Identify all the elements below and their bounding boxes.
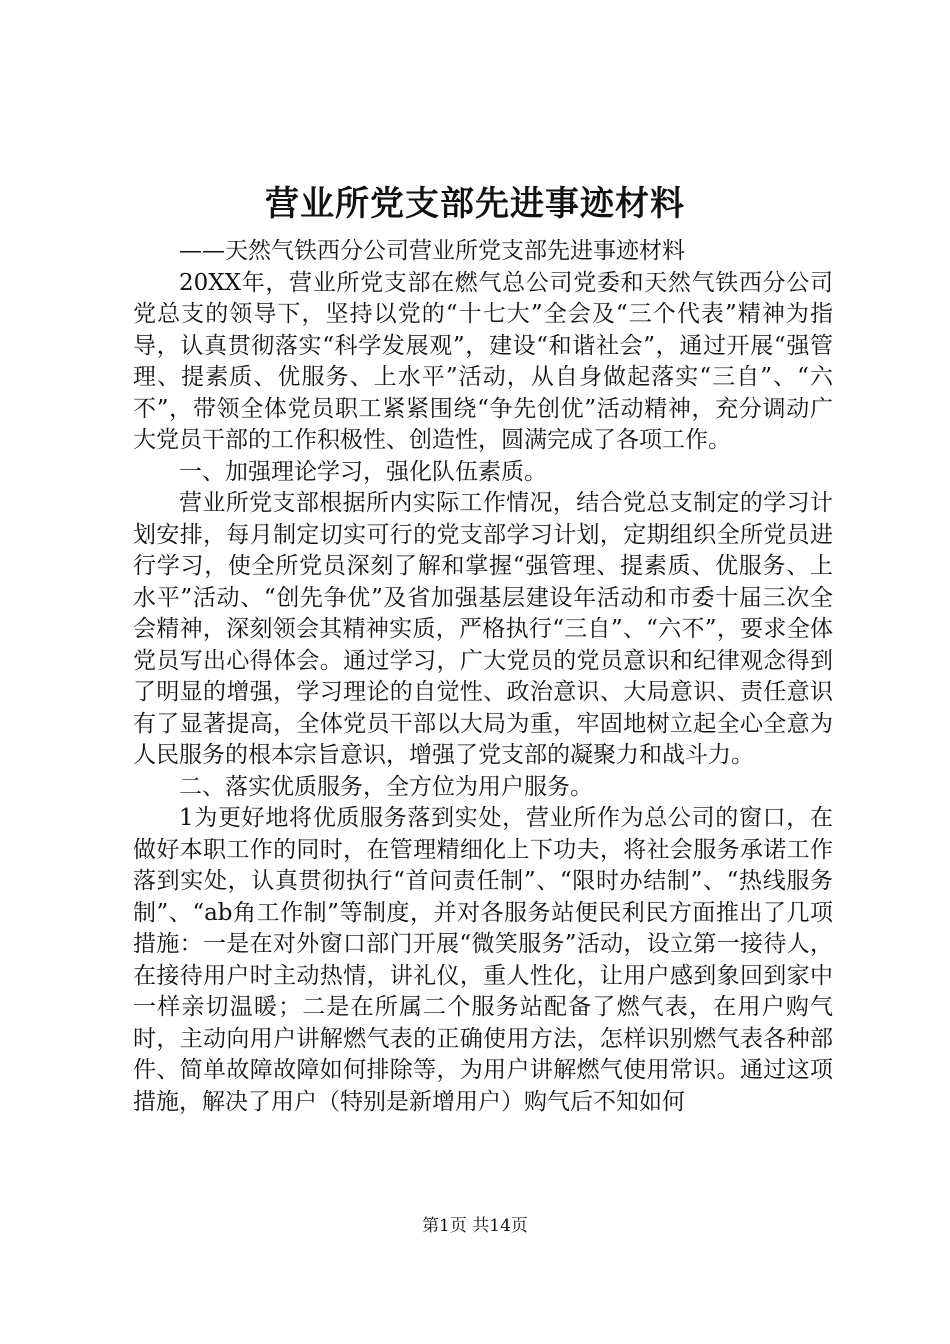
- paragraph-service: 1为更好地将优质服务落到实处，营业所作为总公司的窗口，在做好本职工作的同时，在管理精细化上下功夫，将社会服务承诺工作落到实处，认真贯彻执行“首问责任制”、“限时办结制”、“热线服务制”、“ab角工作制”等制度，并对各服务站便民利民方面推出了几项措施：一是在对外窗口部门开展“微笑服务”活动，设立第一接待人，在接待用户时主动热情，讲礼仪，重人性化，让用户感到象回到家中一样亲切温暖；二是在所属二个服务站配备了燃气表，在用户购气时，主动向用户讲解燃气表的正确使用方法，怎样识别燃气表各种部件、简单故障故障如何排除等，为用户讲解燃气使用常识。通过这项措施，解决了用户（特别是新增用户）购气后不知如何: [133, 805, 833, 1115]
- page-number: 第1页 共14页: [422, 1216, 528, 1236]
- section-heading-2: 二、落实优质服务，全方位为用户服务。: [179, 773, 593, 800]
- document-subtitle: ——天然气铁西分公司营业所党支部先进事迹材料: [179, 238, 685, 264]
- paragraph-study: 营业所党支部根据所内实际工作情况，结合党总支制定的学习计划安排，每月制定切实可行的党支部学习计划，定期组织全所党员进行学习，使全所党员深刻了解和掌握“强管理、提素质、优服务、上水平”活动、“创先争优”及省加强基层建设年活动和市委十届三次全会精神，深刻领会其精神实质，严格执行“三自”、“六不”，要求全体党员写出心得体会。通过学习，广大党员的党员意识和纪律观念得到了明显的增强，学习理论的自觉性、政治意识、大局意识、责任意识有了显著提高，全体党员干部以大局为重，牢固地树立起全心全意为人民服务的根本宗旨意识，增强了党支部的凝聚力和战斗力。: [133, 490, 833, 768]
- document-title: 营业所党支部先进事迹材料: [265, 184, 685, 224]
- paragraph-intro: 20XX年，营业所党支部在燃气总公司党委和天然气铁西分公司党总支的领导下，坚持以党的“十七大”全会及“三个代表”精神为指导，认真贯彻落实“科学发展观”，建设“和谐社会”，通过开展“强管理、提素质、优服务、上水平”活动，从自身做起落实“三自”、“六不”，带领全体党员职工紧紧围绕“争先创优”活动精神，充分调动广大党员干部的工作积极性、创造性，圆满完成了各项工作。: [133, 269, 833, 453]
- document-body: [133, 236, 833, 1118]
- section-heading-1: 一、加强理论学习，强化队伍素质。: [179, 458, 547, 485]
